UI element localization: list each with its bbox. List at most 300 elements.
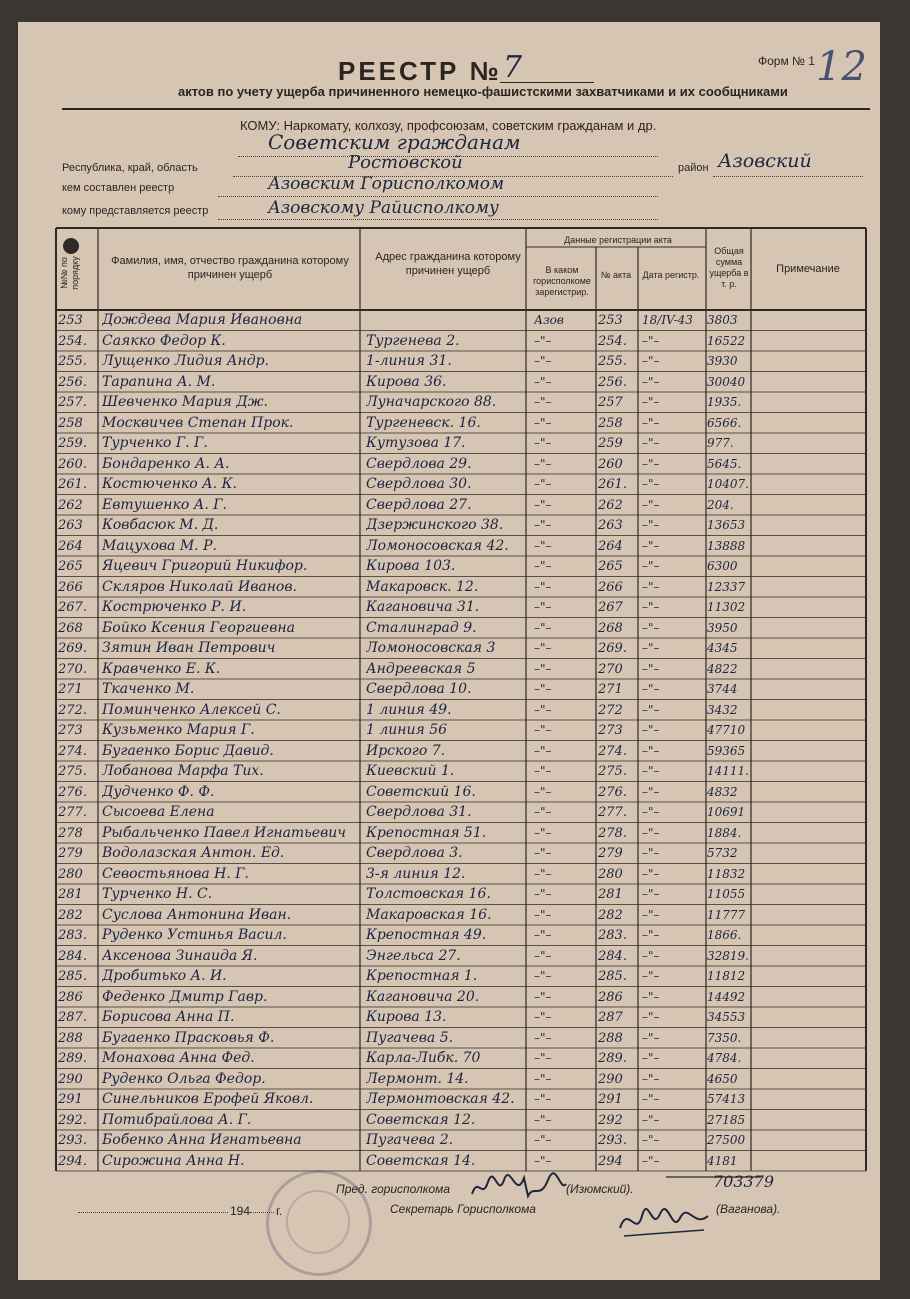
row-where: –"–: [534, 354, 552, 368]
row-date: –"–: [642, 702, 660, 717]
row-sum: 204.: [707, 497, 734, 512]
header-where: В каком горисполкоме зарегистрир.: [533, 265, 591, 297]
row-name: Сысоева Елена: [102, 804, 215, 820]
row-name: Лущенко Лидия Андр.: [102, 353, 269, 369]
row-where: –"–: [534, 374, 552, 389]
row-date: –"–: [642, 825, 660, 840]
row-where: –"–: [534, 784, 552, 799]
row-name: Костюченко А. К.: [102, 476, 237, 492]
row-where: –"–: [534, 805, 552, 819]
row-act-number: 292: [598, 1112, 623, 1128]
row-name: Суслова Антонина Иван.: [102, 906, 292, 923]
row-number: 285.: [58, 969, 87, 984]
row-act-number: 253: [598, 313, 623, 328]
row-date: –"–: [642, 374, 660, 389]
row-name: Дождева Мария Ивановна: [102, 312, 303, 328]
row-where: –"–: [534, 477, 552, 491]
row-where: –"–: [534, 538, 552, 553]
row-act-number: 263: [598, 518, 623, 533]
row-address: Кирова 36.: [366, 373, 447, 390]
row-act-number: 285.: [598, 969, 627, 984]
row-sum: 4650: [707, 1071, 738, 1086]
row-date: –"–: [642, 682, 660, 696]
row-date: –"–: [642, 497, 660, 512]
header-address: Адрес гражданина которому причинен ущерб: [375, 251, 521, 277]
row-date: –"–: [642, 907, 660, 922]
row-where: –"–: [534, 682, 552, 696]
row-date: –"–: [642, 600, 660, 614]
row-act-number: 288: [598, 1030, 623, 1046]
row-name: Монахова Анна Фед.: [102, 1050, 255, 1066]
row-address: Киевский 1.: [366, 763, 455, 779]
row-sum: 57413: [707, 1092, 746, 1106]
row-number: 292.: [58, 1112, 87, 1128]
row-act-number: 256.: [598, 374, 627, 390]
row-name: Яцевич Григорий Никифор.: [102, 558, 308, 574]
row-date: –"–: [642, 948, 660, 963]
row-number: 256.: [58, 374, 87, 390]
row-address: Пугачева 5.: [366, 1029, 454, 1046]
row-act-number: 268: [598, 620, 623, 636]
row-sum: 32819.: [707, 948, 749, 963]
row-date: –"–: [642, 1153, 660, 1168]
row-date: –"–: [642, 518, 660, 532]
addressee-label: КОМУ: Наркомату, колхозу, профсоюзам, советским гражданам и др.: [240, 118, 657, 133]
row-name: Бобенко Анна Игнатьевна: [102, 1132, 302, 1148]
row-where: –"–: [534, 1071, 552, 1086]
row-sum: 4181: [707, 1153, 738, 1168]
row-number: 263: [58, 518, 83, 533]
row-address: Пугачева 2.: [366, 1132, 454, 1148]
grand-total: 703379: [713, 1172, 775, 1191]
row-address: Свердлова 10.: [366, 681, 472, 697]
row-act-number: 261.: [598, 477, 627, 492]
row-where: –"–: [534, 333, 552, 348]
row-where: –"–: [534, 456, 552, 471]
row-date: –"–: [642, 969, 660, 983]
row-act-number: 266: [598, 579, 623, 595]
row-sum: 1935.: [707, 395, 742, 409]
row-number: 268: [58, 620, 83, 636]
row-address: Крепостная 1.: [366, 968, 478, 984]
submitted-to-value: Азовскому Райисполкому: [268, 198, 499, 218]
row-number: 258: [58, 415, 83, 431]
row-date: –"–: [642, 1071, 660, 1086]
row-where: –"–: [534, 1153, 552, 1168]
row-name: Севостьянова Н. Г.: [102, 865, 250, 882]
row-sum: 977.: [707, 436, 734, 450]
row-date: –"–: [642, 1010, 660, 1024]
row-sum: 47710: [707, 723, 746, 737]
row-where: –"–: [534, 497, 552, 512]
row-number: 253: [58, 313, 83, 328]
row-date: –"–: [642, 661, 660, 676]
row-name: Дудченко Ф. Ф.: [102, 783, 215, 800]
row-where: –"–: [534, 1051, 552, 1065]
row-number: 271: [58, 682, 83, 697]
row-date: –"–: [642, 579, 660, 594]
header-num: №№ по порядку: [59, 256, 80, 290]
row-act-number: 269.: [598, 641, 627, 656]
row-number: 294.: [58, 1153, 87, 1169]
row-number: 276.: [58, 784, 87, 800]
row-number: 254.: [58, 333, 87, 349]
row-date: –"–: [642, 866, 660, 881]
row-name: Аксенова Зинаида Я.: [102, 947, 258, 964]
row-address: 3-я линия 12.: [366, 865, 466, 882]
row-name: Ткаченко М.: [102, 681, 195, 697]
row-number: 290: [58, 1071, 83, 1087]
row-address: Ломоносовская 42.: [366, 537, 509, 554]
row-act-number: 275.: [598, 764, 627, 779]
region-value: Ростовской: [348, 152, 463, 173]
row-where: –"–: [534, 1112, 552, 1127]
row-date: –"–: [642, 477, 660, 491]
row-number: 274.: [58, 743, 87, 759]
row-act-number: 289.: [598, 1051, 627, 1066]
row-act-number: 281: [598, 887, 623, 902]
row-act-number: 278.: [598, 825, 627, 841]
row-name: Ковбасюк М. Д.: [102, 517, 219, 533]
secretary-label: Секретарь Горисполкома: [390, 1202, 536, 1216]
row-date: –"–: [642, 620, 660, 635]
row-name: Руденко Ольга Федор.: [102, 1070, 266, 1087]
row-address: Свердлова 31.: [366, 804, 472, 820]
row-act-number: 282: [598, 907, 623, 923]
row-name: Потибрайлова А. Г.: [102, 1111, 252, 1128]
row-where: –"–: [534, 846, 552, 860]
row-sum: 6300: [707, 559, 738, 573]
row-sum: 10407.: [707, 477, 749, 491]
row-sum: 11832: [707, 866, 746, 881]
row-act-number: 277.: [598, 805, 627, 820]
row-where: –"–: [534, 1030, 552, 1045]
header-registration: Данные регистрации акта: [564, 235, 672, 245]
district-value: Азовский: [718, 150, 812, 172]
row-address: Энгельса 27.: [366, 947, 461, 964]
row-act-number: 279: [598, 846, 623, 861]
row-where: –"–: [534, 928, 552, 942]
row-address: Ломоносовская 3: [366, 640, 496, 656]
row-act-number: 258: [598, 415, 623, 431]
row-sum: 4784.: [707, 1051, 742, 1065]
row-address: Макаровская 16.: [366, 906, 492, 923]
row-sum: 3744: [707, 682, 738, 696]
row-act-number: 284.: [598, 948, 627, 964]
secretary-signature: [614, 1198, 714, 1242]
row-where: –"–: [534, 641, 552, 655]
row-where: –"–: [534, 436, 552, 450]
year-line: [250, 1212, 274, 1213]
row-name: Поминченко Алексей С.: [102, 701, 281, 718]
row-where: –"–: [534, 620, 552, 635]
row-sum: 3803: [707, 313, 738, 327]
header-act-no: № акта: [600, 270, 632, 280]
form-subtitle: актов по учету ущерба причиненного немецко-фашистскими захватчиками и их сообщниками: [178, 84, 788, 99]
row-number: 288: [58, 1030, 83, 1046]
row-name: Мацухова М. Р.: [102, 537, 217, 554]
row-address: Тургенева 2.: [366, 332, 460, 349]
row-number: 289.: [58, 1051, 87, 1066]
row-where: –"–: [534, 825, 552, 840]
row-where: –"–: [534, 764, 552, 778]
row-sum: 5732: [707, 846, 738, 860]
row-act-number: 259: [598, 436, 623, 451]
row-number: 287.: [58, 1010, 87, 1025]
row-sum: 4822: [707, 661, 738, 676]
form-title: РЕЕСТР №: [338, 56, 502, 86]
row-where: –"–: [534, 702, 552, 717]
row-name: Бондаренко А. А.: [102, 455, 230, 472]
row-number: 260.: [58, 456, 87, 472]
compiled-by-label: кем составлен реестр: [62, 182, 175, 194]
row-sum: 3432: [707, 702, 738, 717]
row-sum: 4345: [707, 641, 738, 655]
row-act-number: 290: [598, 1071, 623, 1087]
row-address: Лермонт. 14.: [366, 1070, 469, 1087]
row-address: Кирова 13.: [366, 1009, 447, 1025]
row-where: –"–: [534, 559, 552, 573]
row-number: 273: [58, 723, 83, 738]
row-address: Крепостная 51.: [366, 824, 487, 841]
row-act-number: 270: [598, 661, 623, 677]
row-where: –"–: [534, 866, 552, 881]
row-sum: 10691: [707, 805, 746, 819]
row-where: –"–: [534, 415, 552, 430]
row-name: Синельников Ерофей Яковл.: [102, 1091, 314, 1107]
row-sum: 11055: [707, 887, 746, 901]
row-address: Карла-Либк. 70: [366, 1050, 481, 1066]
row-address: 1-линия 31.: [366, 353, 452, 369]
row-where: –"–: [534, 907, 552, 922]
header-sum: Общая сумма ущерба в т. р.: [709, 246, 749, 289]
row-date: –"–: [642, 1051, 660, 1065]
row-date: 18/IV-43: [642, 313, 693, 327]
row-act-number: 260: [598, 456, 623, 472]
row-name: Кравченко Е. К.: [102, 660, 221, 677]
row-number: 279: [58, 846, 83, 861]
row-date: –"–: [642, 1092, 660, 1106]
header-name: Фамилия, имя, отчество гражданина которому причинен ущерб: [111, 255, 349, 281]
row-act-number: 267: [598, 600, 623, 615]
row-date: –"–: [642, 395, 660, 409]
row-name: Руденко Устинья Васил.: [102, 927, 287, 943]
row-where: –"–: [534, 743, 552, 758]
row-act-number: 255.: [598, 354, 627, 369]
row-where: –"–: [534, 1133, 552, 1147]
row-address: Кагановича 31.: [366, 599, 480, 615]
row-date: –"–: [642, 989, 660, 1004]
row-number: 286: [58, 989, 83, 1005]
row-sum: 1866.: [707, 928, 742, 942]
row-number: 269.: [58, 641, 87, 656]
row-address: Советская 12.: [366, 1111, 476, 1128]
row-where: –"–: [534, 600, 552, 614]
row-address: Кирова 103.: [366, 558, 456, 574]
row-sum: 6566.: [707, 415, 742, 430]
row-sum: 3950: [707, 620, 738, 635]
header-date: Дата регистр.: [642, 270, 700, 280]
row-name: Бойко Ксения Георгиевна: [102, 619, 295, 636]
row-name: Сирожина Анна Н.: [102, 1152, 245, 1169]
row-name: Саякко Федор К.: [102, 332, 226, 349]
row-sum: 4832: [707, 784, 738, 799]
official-seal-inner: [286, 1190, 350, 1254]
row-name: Кузьменко Мария Г.: [102, 722, 255, 738]
row-address: Дзержинского 38.: [366, 517, 504, 533]
row-act-number: 283.: [598, 928, 627, 943]
date-line: [78, 1212, 228, 1213]
row-where: Азов: [534, 313, 564, 327]
row-address: Свердлова 29.: [366, 455, 472, 472]
compiled-by-value: Азовским Горисполкомом: [268, 174, 505, 194]
row-number: 261.: [58, 477, 87, 492]
row-date: –"–: [642, 887, 660, 901]
row-sum: 14492: [707, 989, 746, 1004]
row-number: 282: [58, 907, 83, 923]
row-sum: 7350.: [707, 1030, 742, 1045]
region-label: Республика, край, область: [62, 162, 198, 174]
row-address: Луначарского 88.: [366, 394, 497, 410]
row-date: –"–: [642, 354, 660, 368]
row-number: 262: [58, 497, 83, 513]
row-name: Тарапина А. М.: [102, 373, 216, 390]
row-number: 265: [58, 559, 83, 574]
row-date: –"–: [642, 641, 660, 655]
row-number: 275.: [58, 764, 87, 779]
row-sum: 59365: [707, 743, 746, 758]
row-number: 266: [58, 579, 83, 595]
row-date: –"–: [642, 333, 660, 348]
row-address: Толстовская 16.: [366, 886, 491, 902]
row-date: –"–: [642, 928, 660, 942]
row-date: –"–: [642, 538, 660, 553]
row-date: –"–: [642, 846, 660, 860]
row-address: 1 линия 56: [366, 722, 448, 738]
row-name: Феденко Дмитр Гавр.: [102, 988, 268, 1005]
row-address: Советская 14.: [366, 1152, 476, 1169]
row-date: –"–: [642, 764, 660, 778]
row-number: 283.: [58, 928, 87, 943]
row-sum: 11777: [707, 907, 746, 922]
row-date: –"–: [642, 1030, 660, 1045]
district-label: район: [678, 162, 709, 174]
header-note: Примечание: [776, 263, 840, 275]
registry-number: 7: [503, 50, 523, 85]
row-number: 281: [58, 887, 83, 902]
row-name: Москвичев Степан Прок.: [102, 414, 294, 431]
row-where: –"–: [534, 969, 552, 983]
row-act-number: 257: [598, 395, 623, 410]
row-address: Лермонтовская 42.: [366, 1091, 515, 1107]
row-number: 284.: [58, 948, 87, 964]
row-name: Бугаенко Прасковья Ф.: [102, 1029, 275, 1046]
row-number: 264: [58, 538, 83, 554]
row-act-number: 254.: [598, 333, 627, 349]
row-address: Свердлова 3.: [366, 845, 463, 861]
row-sum: 30040: [707, 374, 746, 389]
form-label: Форм № 1: [758, 54, 815, 68]
row-act-number: 262: [598, 497, 623, 513]
document-sheet: [18, 22, 880, 1280]
row-address: Андреевская 5: [366, 660, 476, 677]
row-number: 278: [58, 825, 83, 841]
page-number: 12: [816, 44, 867, 90]
row-address: Свердлова 30.: [366, 476, 472, 492]
row-address: Кагановича 20.: [366, 988, 480, 1005]
row-act-number: 287: [598, 1010, 623, 1025]
row-date: –"–: [642, 1112, 660, 1127]
row-number: 259.: [58, 436, 87, 451]
row-sum: 11812: [707, 969, 746, 983]
row-address: Советский 16.: [366, 783, 476, 800]
row-sum: 13888: [707, 538, 746, 553]
row-name: Водолазская Антон. Ед.: [102, 845, 285, 861]
row-address: Макаровск. 12.: [366, 578, 479, 595]
row-number: 270.: [58, 661, 87, 677]
row-name: Турченко Н. С.: [102, 886, 213, 902]
row-sum: 14111.: [707, 764, 749, 778]
row-name: Лобанова Марфа Тих.: [102, 763, 264, 779]
row-sum: 34553: [707, 1010, 746, 1024]
row-date: –"–: [642, 784, 660, 799]
row-where: –"–: [534, 661, 552, 676]
row-name: Кострюченко Р. И.: [102, 599, 247, 615]
row-name: Рыбальченко Павел Игнатьевич: [102, 824, 346, 841]
row-sum: 16522: [707, 333, 746, 348]
row-sum: 13653: [707, 518, 746, 532]
row-act-number: 264: [598, 538, 623, 554]
row-act-number: 291: [598, 1092, 623, 1107]
row-name: Борисова Анна П.: [102, 1009, 235, 1025]
row-act-number: 294: [598, 1153, 623, 1169]
row-date: –"–: [642, 436, 660, 450]
row-name: Скляров Николай Иванов.: [102, 578, 297, 595]
row-address: Крепостная 49.: [366, 927, 487, 943]
secretary-name: (Ваганова).: [716, 1202, 781, 1216]
row-sum: 11302: [707, 600, 746, 614]
row-number: 293.: [58, 1133, 87, 1148]
row-number: 280: [58, 866, 83, 882]
row-number: 291: [58, 1092, 83, 1107]
row-date: –"–: [642, 723, 660, 737]
row-date: –"–: [642, 415, 660, 430]
row-sum: 1884.: [707, 825, 742, 840]
row-address: Ирского 7.: [366, 742, 446, 759]
row-address: Кутузова 17.: [366, 435, 466, 451]
row-act-number: 272: [598, 702, 623, 718]
row-date: –"–: [642, 805, 660, 819]
row-act-number: 293.: [598, 1133, 627, 1148]
addressee-value: Советским гражданам: [268, 130, 521, 154]
row-date: –"–: [642, 1133, 660, 1147]
row-where: –"–: [534, 395, 552, 409]
row-where: –"–: [534, 723, 552, 737]
row-name: Дробитько А. И.: [102, 968, 227, 984]
row-date: –"–: [642, 743, 660, 758]
year-suffix: г.: [276, 1204, 283, 1218]
row-where: –"–: [534, 1092, 552, 1106]
row-number: 255.: [58, 354, 87, 369]
row-address: Сталинград 9.: [366, 619, 477, 636]
row-date: –"–: [642, 559, 660, 573]
row-act-number: 271: [598, 682, 623, 697]
row-act-number: 286: [598, 989, 623, 1005]
row-name: Шевченко Мария Дж.: [102, 394, 268, 410]
row-name: Турченко Г. Г.: [102, 435, 208, 451]
row-sum: 27500: [707, 1133, 746, 1147]
row-where: –"–: [534, 1010, 552, 1024]
